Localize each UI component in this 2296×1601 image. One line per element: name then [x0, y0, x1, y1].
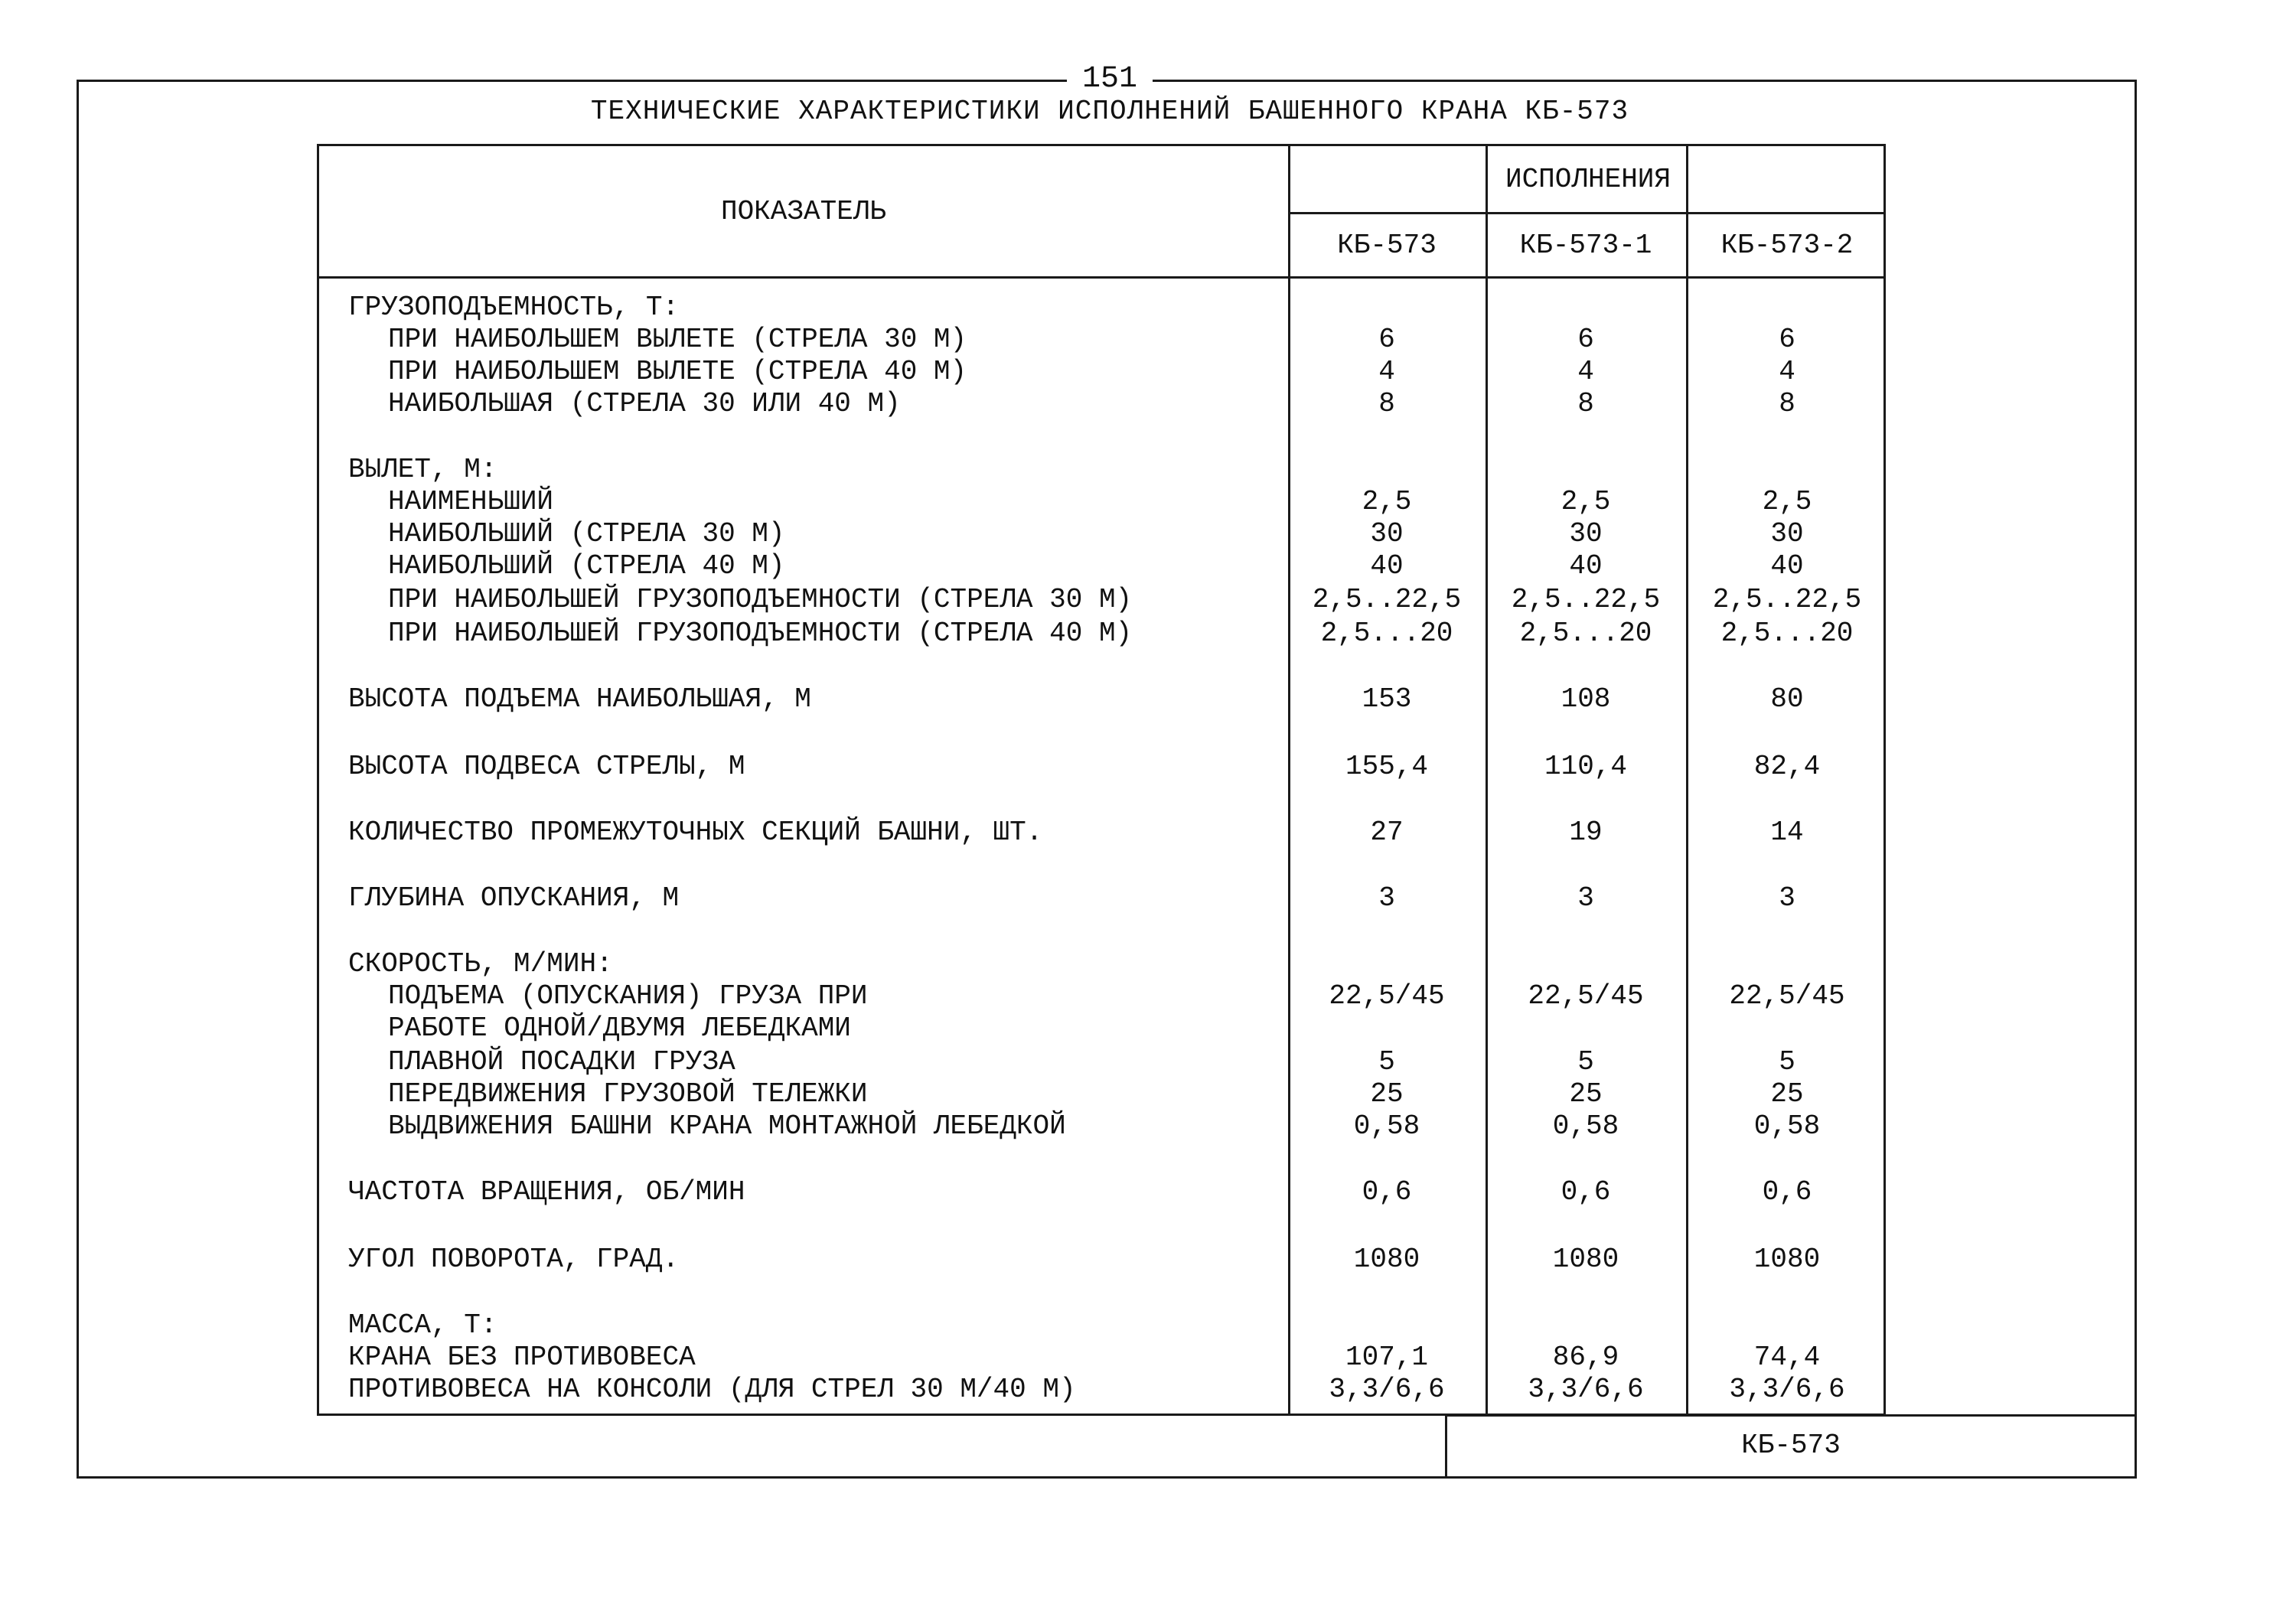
row-value-кб-573: 6 [1378, 324, 1395, 355]
column-divider-1 [1288, 146, 1290, 1414]
row-label: ЧАСТОТА ВРАЩЕНИЯ, ОБ/МИН [348, 1176, 745, 1208]
row-value-кб-573-1: 2,5...20 [1519, 618, 1652, 649]
row-value-кб-573: 1080 [1353, 1244, 1420, 1275]
row-value-кб-573: 40 [1370, 550, 1404, 582]
row-label: ПРИ НАИБОЛЬШЕМ ВЫЛЕТЕ (СТРЕЛА 30 М) [388, 324, 967, 355]
row-value-кб-573: 0,6 [1362, 1176, 1412, 1208]
row-value-кб-573-1: 22,5/45 [1528, 980, 1644, 1012]
row-value-кб-573-2: 25 [1770, 1078, 1804, 1110]
row-label: НАИБОЛЬШАЯ (СТРЕЛА 30 ИЛИ 40 М) [388, 388, 901, 419]
row-value-кб-573-1: 2,5 [1561, 486, 1611, 517]
column-header-kb573-2: КБ-573-2 [1720, 230, 1854, 261]
row-label: ГРУЗОПОДЪЕМНОСТЬ, Т: [348, 292, 680, 323]
row-value-кб-573-2: 2,5...20 [1720, 618, 1854, 649]
row-value-кб-573-1: 8 [1577, 388, 1594, 419]
row-value-кб-573-2: 3,3/6,6 [1729, 1374, 1845, 1405]
row-value-кб-573-1: 1080 [1552, 1244, 1619, 1275]
row-value-кб-573-2: 22,5/45 [1729, 980, 1845, 1012]
row-value-кб-573-1: 2,5..22,5 [1511, 584, 1661, 615]
header-versions: ИСПОЛНЕНИЯ [1505, 164, 1671, 195]
row-label: ВЫЛЕТ, М: [348, 454, 497, 485]
row-value-кб-573-2: 14 [1770, 817, 1804, 848]
row-label: УГОЛ ПОВОРОТА, ГРАД. [348, 1244, 680, 1275]
row-label: ПЛАВНОЙ ПОСАДКИ ГРУЗА [388, 1046, 735, 1078]
row-label: ВЫСОТА ПОДВЕСА СТРЕЛЫ, М [348, 751, 745, 782]
row-value-кб-573: 25 [1370, 1078, 1404, 1110]
row-label: МАССА, Т: [348, 1309, 497, 1341]
row-label: КОЛИЧЕСТВО ПРОМЕЖУТОЧНЫХ СЕКЦИЙ БАШНИ, ШТ. [348, 817, 1043, 848]
row-value-кб-573-1: 5 [1577, 1046, 1594, 1078]
row-value-кб-573: 22,5/45 [1329, 980, 1445, 1012]
row-value-кб-573: 4 [1378, 356, 1395, 387]
row-label: НАИМЕНЬШИЙ [388, 486, 554, 517]
row-value-кб-573: 8 [1378, 388, 1395, 419]
row-label: ПРОТИВОВЕСА НА КОНСОЛИ (ДЛЯ СТРЕЛ 30 М/40 М) [348, 1374, 1076, 1405]
row-value-кб-573-2: 6 [1779, 324, 1795, 355]
row-value-кб-573: 5 [1378, 1046, 1395, 1078]
page-number [0, 63, 2219, 96]
header-bottom-line [319, 276, 1883, 279]
row-label: КРАНА БЕЗ ПРОТИВОВЕСА [348, 1342, 696, 1373]
row-value-кб-573: 107,1 [1345, 1342, 1429, 1373]
row-value-кб-573-2: 4 [1779, 356, 1795, 387]
row-value-кб-573-2: 80 [1770, 683, 1804, 715]
row-label: ГЛУБИНА ОПУСКАНИЯ, М [348, 882, 680, 914]
row-value-кб-573-2: 0,6 [1762, 1176, 1812, 1208]
row-value-кб-573-2: 40 [1770, 550, 1804, 582]
row-value-кб-573-1: 25 [1569, 1078, 1603, 1110]
row-value-кб-573-2: 74,4 [1753, 1342, 1821, 1373]
row-value-кб-573-1: 108 [1561, 683, 1611, 715]
row-value-кб-573-1: 3 [1577, 882, 1594, 914]
row-value-кб-573-1: 86,9 [1552, 1342, 1619, 1373]
header-subdivider [1288, 212, 1883, 214]
row-value-кб-573-1: 6 [1577, 324, 1594, 355]
row-value-кб-573: 0,58 [1353, 1110, 1420, 1142]
row-label: РАБОТЕ ОДНОЙ/ДВУМЯ ЛЕБЕДКАМИ [388, 1012, 851, 1044]
column-header-kb573-1: КБ-573-1 [1519, 230, 1652, 261]
spec-table [317, 144, 1886, 1416]
row-label: НАИБОЛЬШИЙ (СТРЕЛА 30 М) [388, 518, 785, 549]
row-label: ВЫДВИЖЕНИЯ БАШНИ КРАНА МОНТАЖНОЙ ЛЕБЕДКОЙ [388, 1110, 1066, 1142]
row-value-кб-573-1: 0,58 [1552, 1110, 1619, 1142]
row-label: ПРИ НАИБОЛЬШЕМ ВЫЛЕТЕ (СТРЕЛА 40 М) [388, 356, 967, 387]
row-value-кб-573-1: 30 [1569, 518, 1603, 549]
row-value-кб-573: 27 [1370, 817, 1404, 848]
title-block-label: КБ-573 [1741, 1430, 1841, 1461]
page-number-text: 151 [1067, 62, 1153, 96]
row-value-кб-573: 2,5..22,5 [1312, 584, 1462, 615]
row-value-кб-573-1: 19 [1569, 817, 1603, 848]
row-value-кб-573: 153 [1362, 683, 1412, 715]
row-value-кб-573-1: 0,6 [1561, 1176, 1611, 1208]
header-indicator: ПОКАЗАТЕЛЬ [720, 196, 887, 227]
column-divider-3 [1686, 146, 1688, 1414]
row-value-кб-573-1: 110,4 [1544, 751, 1628, 782]
row-label: СКОРОСТЬ, М/МИН: [348, 948, 613, 980]
row-value-кб-573-1: 40 [1569, 550, 1603, 582]
row-value-кб-573-2: 2,5 [1762, 486, 1812, 517]
row-value-кб-573-2: 5 [1779, 1046, 1795, 1078]
row-label: НАИБОЛЬШИЙ (СТРЕЛА 40 М) [388, 550, 785, 582]
row-value-кб-573: 2,5 [1362, 486, 1412, 517]
document-title: ТЕХНИЧЕСКИЕ ХАРАКТЕРИСТИКИ ИСПОЛНЕНИЙ БАШЕННОГО КРАНА КБ-573 [590, 96, 1629, 127]
row-value-кб-573-2: 82,4 [1753, 751, 1821, 782]
row-label: ПЕРЕДВИЖЕНИЯ ГРУЗОВОЙ ТЕЛЕЖКИ [388, 1078, 868, 1110]
row-label: ПРИ НАИБОЛЬШЕЙ ГРУЗОПОДЪЕМНОСТИ (СТРЕЛА 40 М) [388, 618, 1133, 649]
row-value-кб-573-2: 0,58 [1753, 1110, 1821, 1142]
row-value-кб-573: 155,4 [1345, 751, 1429, 782]
column-divider-2 [1486, 146, 1488, 1414]
row-value-кб-573-2: 8 [1779, 388, 1795, 419]
row-value-кб-573: 3 [1378, 882, 1395, 914]
row-value-кб-573-2: 1080 [1753, 1244, 1821, 1275]
row-value-кб-573: 30 [1370, 518, 1404, 549]
row-value-кб-573-2: 30 [1770, 518, 1804, 549]
column-header-kb573: КБ-573 [1337, 230, 1437, 261]
row-value-кб-573-1: 4 [1577, 356, 1594, 387]
row-value-кб-573: 2,5...20 [1320, 618, 1453, 649]
row-label: ПОДЪЕМА (ОПУСКАНИЯ) ГРУЗА ПРИ [388, 980, 868, 1012]
row-value-кб-573-2: 2,5..22,5 [1712, 584, 1862, 615]
row-label: ВЫСОТА ПОДЪЕМА НАИБОЛЬШАЯ, М [348, 683, 811, 715]
row-value-кб-573-2: 3 [1779, 882, 1795, 914]
row-value-кб-573: 3,3/6,6 [1329, 1374, 1445, 1405]
row-value-кб-573-1: 3,3/6,6 [1528, 1374, 1644, 1405]
row-label: ПРИ НАИБОЛЬШЕЙ ГРУЗОПОДЪЕМНОСТИ (СТРЕЛА 30 М) [388, 584, 1133, 615]
